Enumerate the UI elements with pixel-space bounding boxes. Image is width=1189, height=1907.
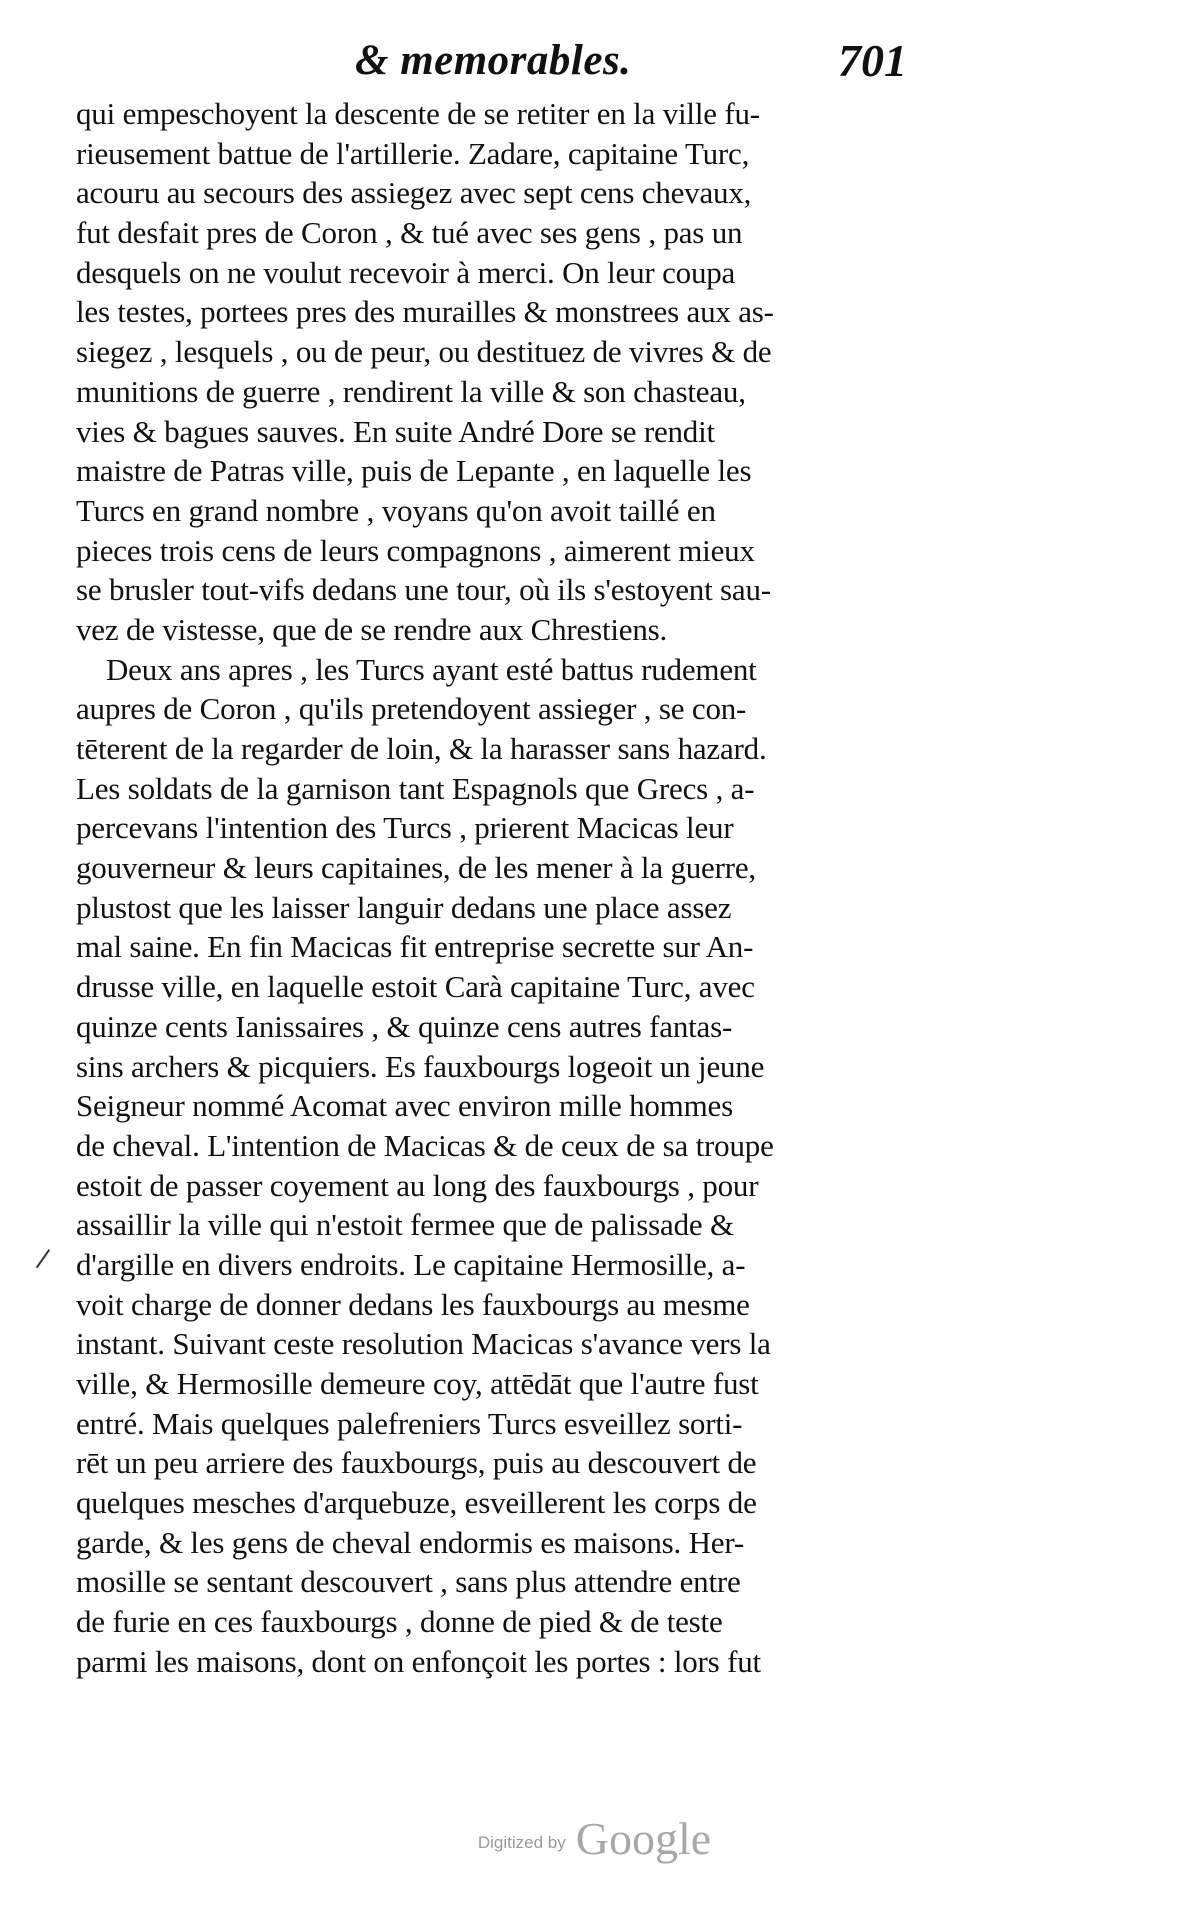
text-line: entré. Mais quelques palefreniers Turcs esveillez sorti- [76, 1405, 743, 1441]
text-line: vez de vistesse, que de se rendre aux Chrestiens. [76, 611, 668, 647]
page-number: 701 [838, 35, 907, 86]
text-line: rieusement battue de l'artillerie. Zadare, capitaine Turc, [76, 135, 750, 171]
paragraph-start-line: Deux ans apres , les Turcs ayant esté battus rudement [106, 651, 757, 687]
text-line: d'argille en divers endroits. Le capitaine Hermosille, a- [76, 1246, 746, 1282]
text-line: siegez , lesquels , ou de peur, ou destituez de vivres & de [76, 334, 772, 370]
text-line: sins archers & picquiers. Es fauxbourgs logeoit un jeune [76, 1048, 765, 1084]
text-line: instant. Suivant ceste resolution Macicas s'avance vers la [76, 1326, 771, 1362]
text-line: parmi les maisons, dont on enfonçoit les portes : lors fut [76, 1643, 761, 1679]
text-line: ville, & Hermosille demeure coy, attēdāt que l'autre fust [76, 1366, 759, 1401]
text-line: quelques mesches d'arquebuze, esveillerent les corps de [76, 1485, 757, 1521]
text-line: de cheval. L'intention de Macicas & de ceux de sa troupe [76, 1127, 774, 1163]
text-line: tēterent de la regarder de loin, & la harasser sans hazard. [76, 731, 767, 766]
text-line: de furie en ces fauxbourgs , donne de pied & de teste [76, 1604, 723, 1640]
text-line: se brusler tout-vifs dedans une tour, où ils s'estoyent sau- [76, 572, 771, 608]
running-head [0, 36, 1189, 96]
margin-pen-mark [36, 1249, 68, 1281]
text-line: mal saine. En fin Macicas fit entreprise secrette sur An- [76, 929, 754, 965]
text-line: Turcs en grand nombre , voyans qu'on avoit taillé en [76, 492, 716, 528]
text-line: voit charge de donner dedans les fauxbourgs au mesme [76, 1286, 750, 1322]
text-line: munitions de guerre , rendirent la ville & son chasteau, [76, 373, 746, 409]
text-line: Seigneur nommé Acomat avec environ mille hommes [76, 1088, 733, 1124]
text-line: aupres de Coron , qu'ils pretendoyent assieger , se con- [76, 691, 747, 727]
text-line: plustost que les laisser languir dedans une place assez [76, 889, 732, 925]
text-line: fut desfait pres de Coron , & tué avec ses gens , pas un [76, 215, 743, 251]
text-line: mosille se sentant descouvert , sans plus attendre entre [76, 1564, 741, 1600]
text-line: garde, & les gens de cheval endormis es maisons. Her- [76, 1524, 744, 1560]
text-line: acouru au secours des assiegez avec sept cens chevaux, [76, 175, 752, 211]
text-line: vies & bagues sauves. En suite André Dore se rendit [76, 413, 715, 449]
text-line: drusse ville, en laquelle estoit Carà capitaine Turc, avec [76, 969, 755, 1005]
text-line: quinze cents Ianissaires , & quinze cens autres fantas- [76, 1008, 733, 1044]
digitized-label: Digitized by [477, 1833, 566, 1852]
digitization-watermark [0, 1812, 1189, 1865]
text-line: percevans l'intention des Turcs , prierent Macicas leur [76, 810, 734, 846]
body-text [76, 94, 956, 1682]
text-line: les testes, portees pres des murailles & monstrees aux as- [76, 294, 774, 330]
text-line: assaillir la ville qui n'estoit fermee que de palissade & [76, 1207, 734, 1243]
google-logo: Google [575, 1813, 712, 1864]
text-line: maistre de Patras ville, puis de Lepante , en laquelle les [76, 453, 752, 489]
text-line: gouverneur & leurs capitaines, de les mener à la guerre, [76, 850, 756, 886]
text-line: pieces trois cens de leurs compagnons , aimerent mieux [76, 532, 755, 568]
text-line: estoit de passer coyement au long des fauxbourgs , pour [76, 1167, 759, 1203]
text-line: desquels on ne voulut recevoir à merci. On leur coupa [76, 254, 736, 290]
running-title: & memorables. [355, 37, 632, 84]
text-line: Les soldats de la garnison tant Espagnols que Grecs , a- [76, 770, 755, 806]
text-line: rēt un peu arriere des fauxbourgs, puis au descouvert de [76, 1445, 757, 1481]
text-line: qui empeschoyent la descente de se retiter en la ville fu- [76, 96, 760, 131]
